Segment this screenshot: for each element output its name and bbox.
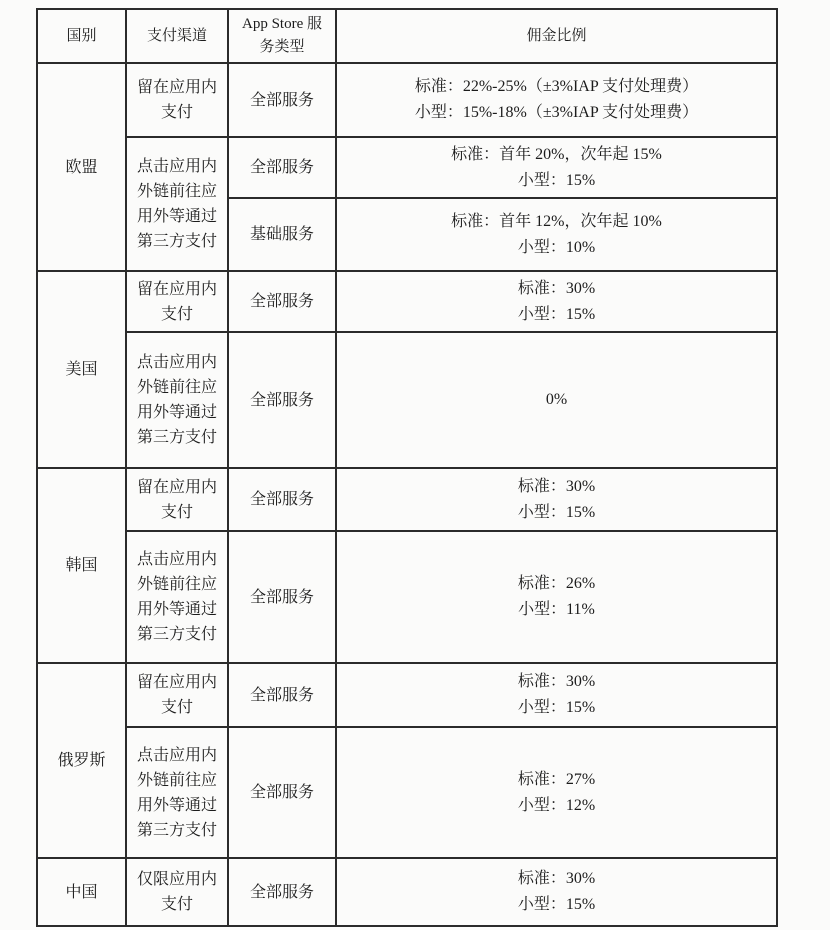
cell-commission [336,198,777,271]
commission-small: 小型：12% [517,796,596,814]
cell-commission [336,663,777,727]
cell-channel: 留在应用内支付 [126,271,228,332]
table-row [37,858,777,926]
table-row [37,137,777,198]
cell-channel: 点击应用内外链前往应用外等通过第三方支付 [126,531,228,663]
cell-commission [336,468,777,531]
commission-standard: 标准：首年 12%，次年起 10% [451,212,662,230]
commission-small: 小型：15% [517,171,596,189]
cell-service: 全部服务 [228,271,336,332]
cell-commission [336,271,777,332]
table-header-row [37,9,777,63]
commission-standard: 标准：30% [517,477,596,495]
cell-channel: 留在应用内支付 [126,468,228,531]
commission-standard: 标准：30% [517,870,596,887]
table-row [37,271,777,332]
cell-commission [336,727,777,858]
table-row [37,531,777,663]
cell-service: 全部服务 [228,468,336,531]
cell-country-kr: 韩国 [37,468,126,663]
cell-service: 全部服务 [228,663,336,727]
cell-commission [336,858,777,926]
commission-small: 小型：15% [517,896,596,913]
commission-small: 小型：15%-18%（±3%IAP 支付处理费） [414,104,699,121]
commission-small: 小型：11% [518,601,595,618]
commission-small: 小型：15% [517,699,596,716]
cell-channel: 点击应用内外链前往应用外等通过第三方支付 [126,727,228,858]
table-row [37,727,777,858]
cell-channel: 留在应用内支付 [126,63,228,137]
cell-service: 基础服务 [228,198,336,271]
commission-standard: 0% [545,391,568,408]
cell-channel: 点击应用内外链前往应用外等通过第三方支付 [126,137,228,271]
cell-service: 全部服务 [228,332,336,468]
table-row [37,332,777,468]
commission-standard: 标准：30% [517,673,596,690]
table-row [37,63,777,137]
cell-commission [336,63,777,137]
cell-commission [336,137,777,198]
cell-country-ru: 俄罗斯 [37,663,126,858]
commission-rate-table [36,8,778,927]
commission-standard: 标准：26% [517,575,596,592]
cell-channel: 点击应用内外链前往应用外等通过第三方支付 [126,332,228,468]
commission-standard: 标准：27% [517,770,596,788]
header-cell-commission: 佣金比例 [336,9,777,63]
cell-country-cn: 中国 [37,858,126,926]
cell-channel: 留在应用内支付 [126,663,228,727]
cell-country-us: 美国 [37,271,126,468]
commission-small: 小型：15% [517,305,596,323]
cell-service: 全部服务 [228,137,336,198]
cell-commission [336,332,777,468]
table-row [37,663,777,727]
table-row [37,468,777,531]
cell-service: 全部服务 [228,858,336,926]
cell-service: 全部服务 [228,531,336,663]
commission-small: 小型：15% [517,503,596,521]
cell-country-eu: 欧盟 [37,63,126,271]
cell-commission [336,531,777,663]
cell-channel: 仅限应用内支付 [126,858,228,926]
cell-service: 全部服务 [228,727,336,858]
header-cell-service: App Store 服务类型 [228,9,336,63]
cell-service: 全部服务 [228,63,336,137]
header-cell-channel: 支付渠道 [126,9,228,63]
commission-standard: 标准：首年 20%，次年起 15% [451,145,662,163]
header-cell-country: 国别 [37,9,126,63]
commission-standard: 标准：30% [517,279,596,297]
commission-standard: 标准：22%-25%（±3%IAP 支付处理费） [414,78,699,95]
commission-small: 小型：10% [517,238,596,256]
